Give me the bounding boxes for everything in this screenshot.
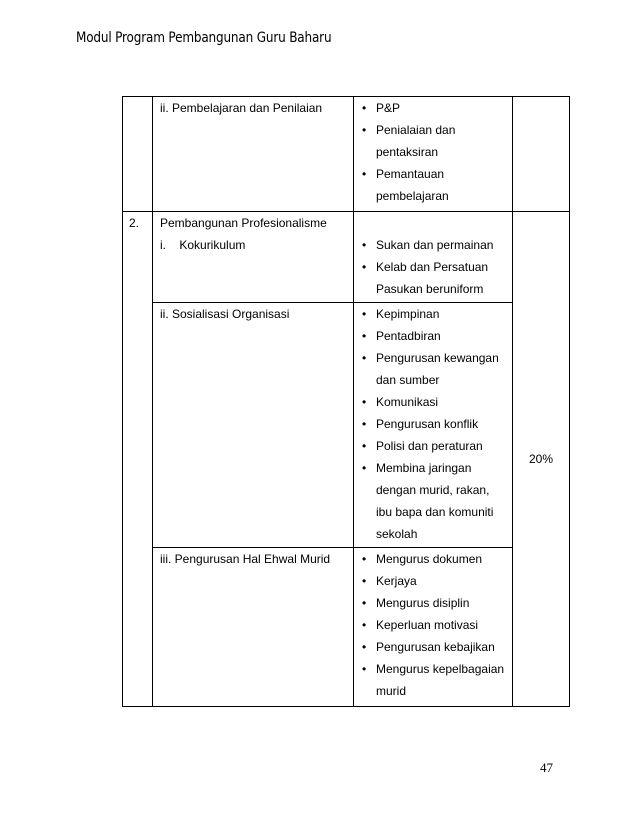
list-item: • Komunikasi (360, 391, 512, 413)
list-item: • Keperluan motivasi (360, 614, 512, 636)
topic-cell (153, 548, 354, 707)
topic-label: ii. Sosialisasi Organisasi (160, 307, 290, 321)
program-table (122, 96, 570, 707)
topic-cell (153, 97, 354, 212)
list-item: • Membina jaringan dengan murid, rakan, ibu bapa dan komuniti sekolah (360, 457, 501, 545)
topic-label: iii. Pengurusan Hal Ehwal Murid (160, 552, 331, 566)
list-item: • Kelab dan Persatuan Pasukan beruniform (360, 256, 506, 300)
items-cell (354, 548, 513, 707)
list-item: • Polisi dan peraturan (360, 435, 512, 457)
item-list (360, 234, 512, 300)
table-row (123, 548, 570, 707)
item-list (360, 97, 512, 207)
weight-cell (513, 97, 570, 212)
item-list (360, 303, 512, 545)
weight-value: 20% (528, 452, 554, 466)
table-row (123, 303, 570, 548)
list-item: • Mengurus dokumen (360, 548, 512, 570)
list-item: • Pengurusan kewangan dan sumber (360, 347, 506, 391)
item-list (360, 548, 512, 702)
list-item: • Sukan dan permainan (360, 234, 512, 256)
items-cell (354, 212, 513, 303)
topic-cell (153, 212, 354, 303)
table-row (123, 212, 570, 303)
page-header: Modul Program Pembangunan Guru Baharu (76, 30, 332, 46)
list-item: • Kerjaya (360, 570, 512, 592)
list-item: • P&P (360, 97, 512, 119)
list-item: • Pengurusan kebajikan (360, 636, 512, 658)
weight-cell (513, 212, 570, 707)
list-item: • Mengurus disiplin (360, 592, 512, 614)
items-cell (354, 303, 513, 548)
table-row (123, 97, 570, 212)
number-cell (123, 97, 153, 212)
items-cell (354, 97, 513, 212)
topic-cell (153, 303, 354, 548)
list-item: • Kepimpinan (360, 303, 512, 325)
list-item: • Pengurusan konflik (360, 413, 512, 435)
list-item: • Pemantauan pembelajaran (360, 163, 486, 207)
row-number: 2. (129, 216, 140, 230)
list-item: • Pentadbiran (360, 325, 512, 347)
topic-label: i. Kokurikulum (160, 238, 246, 252)
section-heading: Pembangunan Profesionalisme (160, 216, 327, 230)
page-number: 47 (540, 760, 553, 775)
list-item: • Penialaian dan pentaksiran (360, 119, 486, 163)
list-item: • Mengurus kepelbagaian murid (360, 658, 516, 702)
number-cell (123, 212, 153, 707)
topic-label: ii. Pembelajaran dan Penilaian (160, 101, 323, 115)
